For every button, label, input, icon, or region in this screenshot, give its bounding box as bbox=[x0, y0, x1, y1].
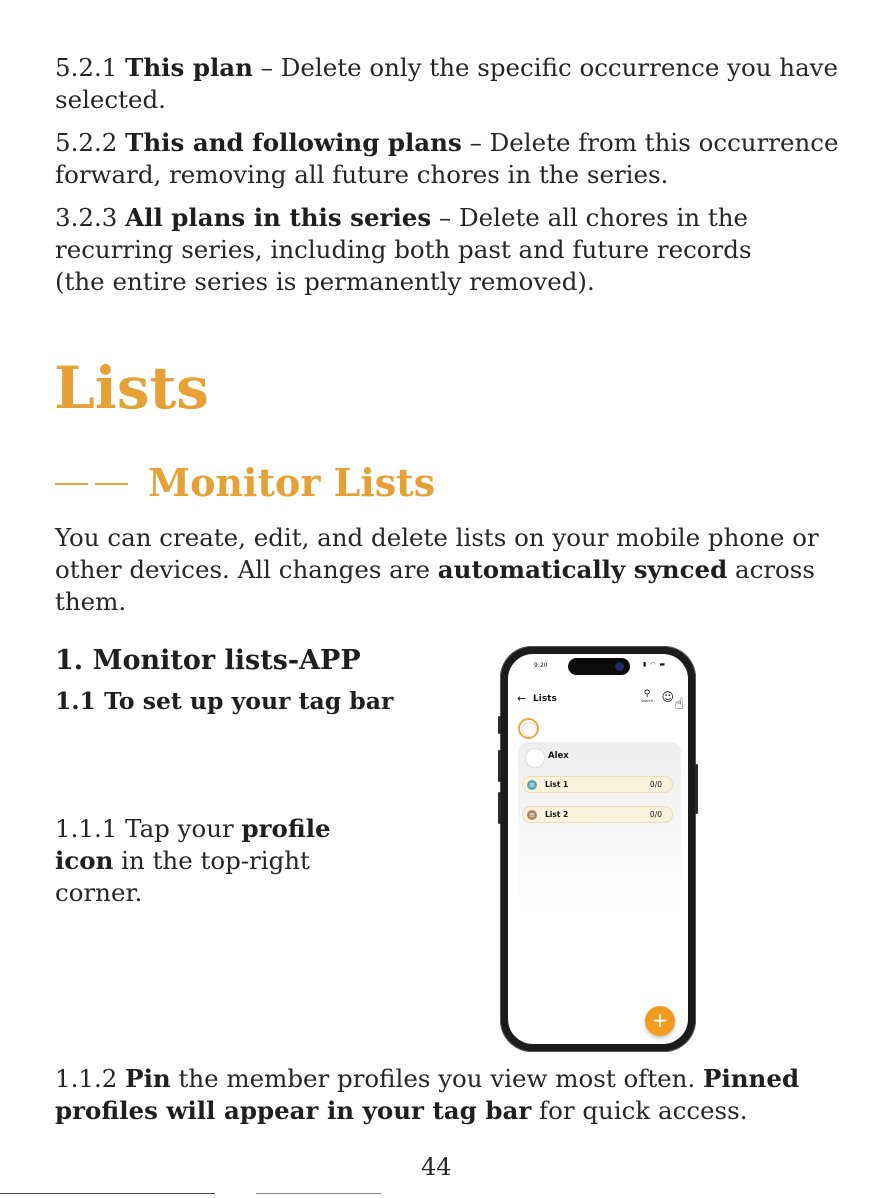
list-icon: ≡ bbox=[527, 810, 537, 820]
option-text: – Delete from this occurrence forward, removing all future chores in the series. bbox=[55, 128, 839, 189]
intro-bold: automatically synced bbox=[437, 555, 728, 584]
phone-screen bbox=[508, 654, 688, 1044]
section-title: Lists bbox=[54, 354, 209, 422]
phone-side-button bbox=[498, 750, 501, 782]
step-bold-2: Pinned profiles will appear in your tag bar bbox=[55, 1064, 800, 1125]
list-name: List 2 bbox=[545, 810, 569, 819]
list-count: 0/0 bbox=[649, 810, 662, 819]
option-title: This and following plans bbox=[125, 128, 462, 157]
footer-divider bbox=[256, 1193, 381, 1194]
intro-text: You can create, edit, and delete lists on your mobile phone or other devices. All changes are bbox=[55, 523, 819, 584]
list-icon: ≡ bbox=[527, 780, 537, 790]
option-number: 5.2.1 bbox=[55, 53, 118, 82]
add-list-button[interactable]: + bbox=[645, 1006, 675, 1036]
profile-icon[interactable]: ☺ bbox=[661, 690, 674, 704]
subsection-title-text: Monitor Lists bbox=[148, 460, 436, 505]
tag-bar-avatar[interactable] bbox=[518, 718, 539, 739]
option-number: 3.2.3 bbox=[55, 203, 118, 232]
back-arrow-icon[interactable]: ← bbox=[517, 692, 527, 705]
option-number: 5.2.2 bbox=[55, 128, 118, 157]
intro-paragraph bbox=[55, 522, 855, 618]
search-icon: ⚲ bbox=[643, 689, 651, 699]
option-title: This plan bbox=[125, 53, 253, 82]
option-title: All plans in this series bbox=[125, 203, 432, 232]
step-text-end: for quick access. bbox=[531, 1096, 748, 1125]
step-1-1-2 bbox=[55, 1063, 855, 1127]
phone-side-button bbox=[498, 716, 501, 734]
option-text: – Delete all chores in the recurring series, including both past and future records (the entire series is permanently removed). bbox=[55, 203, 752, 296]
delete-option-2 bbox=[55, 127, 855, 191]
camera-icon bbox=[615, 662, 624, 671]
lists-nav-bar bbox=[517, 689, 684, 713]
member-avatar bbox=[525, 748, 545, 768]
member-card bbox=[518, 742, 681, 1032]
intro-text-end: across them. bbox=[55, 555, 815, 616]
dynamic-island bbox=[568, 658, 630, 675]
member-name: Alex bbox=[548, 751, 569, 761]
status-icons: ▮ ◠ ▬ bbox=[642, 661, 666, 668]
list-count: 0/0 bbox=[649, 780, 662, 789]
phone-mockup bbox=[500, 646, 696, 1052]
phone-power-button bbox=[695, 764, 698, 814]
list-item[interactable] bbox=[522, 806, 673, 823]
heading-monitor-lists-app: 1. Monitor lists-APP bbox=[55, 645, 361, 676]
page-number: 44 bbox=[421, 1153, 452, 1181]
option-text: – Delete only the specific occurrence you have selected. bbox=[55, 53, 839, 114]
step-bold: profile icon bbox=[55, 814, 331, 875]
step-text-end: in the top-right corner. bbox=[55, 846, 310, 907]
footer-divider bbox=[0, 1193, 215, 1194]
status-time: 9:20 bbox=[534, 662, 548, 669]
tap-hand-icon: ☝ bbox=[674, 694, 684, 713]
delete-option-3 bbox=[55, 202, 775, 298]
list-item[interactable] bbox=[522, 776, 673, 793]
step-text: 1.1.1 Tap your bbox=[55, 814, 242, 843]
heading-tag-bar: 1.1 To set up your tag bar bbox=[55, 687, 394, 715]
list-name: List 1 bbox=[545, 780, 569, 789]
search-button[interactable] bbox=[640, 689, 654, 703]
search-label: Search bbox=[640, 699, 654, 703]
step-bold: Pin bbox=[125, 1064, 171, 1093]
step-text: the member profiles you view most often. bbox=[170, 1064, 704, 1093]
phone-side-button bbox=[498, 792, 501, 824]
delete-option-1 bbox=[55, 52, 855, 116]
subsection-title bbox=[55, 461, 435, 505]
lists-title: Lists bbox=[533, 694, 557, 704]
step-number: 1.1.2 bbox=[55, 1064, 126, 1093]
heading-dash-decoration bbox=[55, 477, 130, 491]
step-1-1-1 bbox=[55, 813, 355, 909]
